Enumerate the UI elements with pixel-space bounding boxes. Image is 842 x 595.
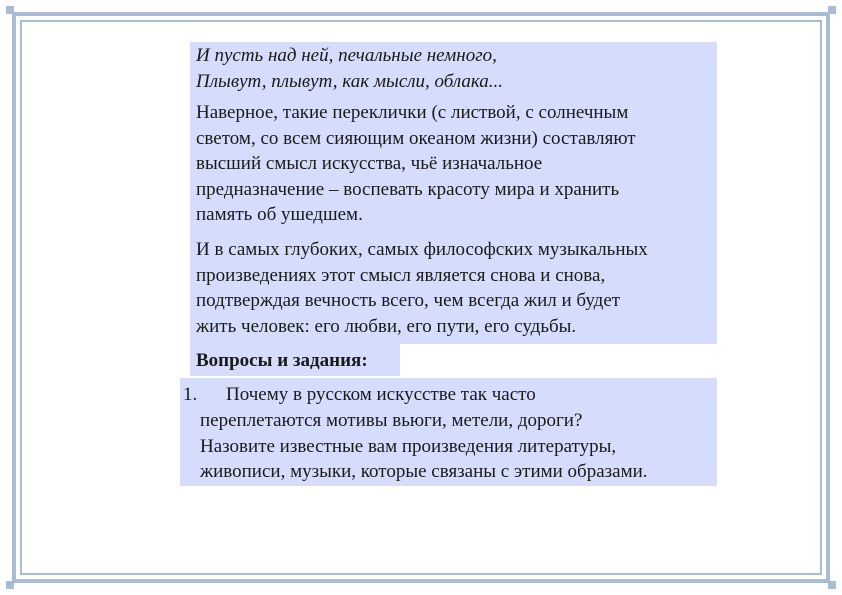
paragraph-line: светом, со всем сияющим океаном жизни) составляют xyxy=(196,127,636,149)
paragraph-2 xyxy=(196,237,648,339)
paragraph-1 xyxy=(196,100,636,228)
questions-heading: Вопросы и задания: xyxy=(196,350,368,371)
paragraph-line: предназначение – воспевать красоту мира и хранить xyxy=(196,178,620,200)
frame-corner xyxy=(6,6,14,14)
question-body xyxy=(200,408,648,485)
poem-line: И пусть над ней, печальные немного, xyxy=(196,45,497,66)
poem-line: Плывут, плывут, как мысли, облака... xyxy=(196,71,504,92)
question-first-line: Почему в русском искусстве так часто xyxy=(226,384,536,405)
paragraph-line: И в самых глубоких, самых философских музыкальных xyxy=(196,239,648,260)
frame-corner xyxy=(828,6,836,14)
paragraph-line: подтверждая вечность всего, чем всегда жил и будет xyxy=(196,290,621,311)
poem xyxy=(196,43,503,95)
paragraph-line: Наверное, такие переклички (с листвой, с солнечным xyxy=(196,102,629,123)
question-line: Назовите известные вам произведения литературы, xyxy=(200,435,617,457)
question-number: 1. xyxy=(183,384,198,405)
question-line: переплетаются мотивы вьюги, метели, дороги? xyxy=(200,410,583,431)
frame-corner xyxy=(828,581,836,589)
frame-corner xyxy=(6,581,14,589)
question-line: живописи, музыки, которые связаны с этими образами. xyxy=(200,461,648,482)
paragraph-line: произведениях этот смысл является снова и снова, xyxy=(196,264,606,286)
paragraph-line: высший смысл искусства, чьё изначальное xyxy=(196,153,543,174)
paragraph-line: память об ушедшем. xyxy=(196,204,363,225)
paragraph-line: жить человек: его любви, его пути, его судьбы. xyxy=(196,315,577,337)
